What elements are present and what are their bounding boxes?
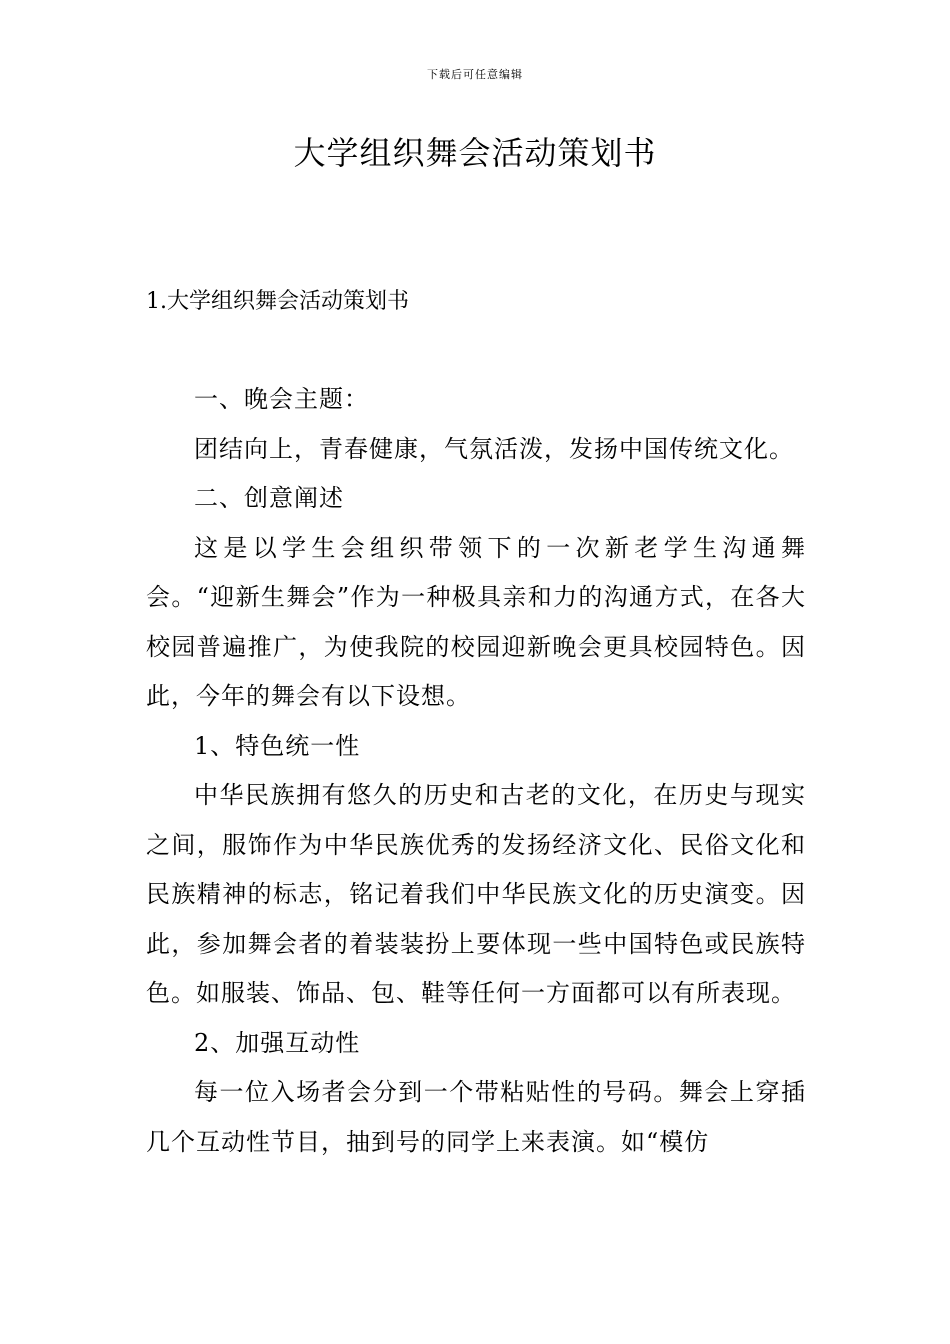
- document-body: [146, 375, 806, 1167]
- paragraph-interaction: 每一位入场者会分到一个带粘贴性的号码。舞会上穿插几个互动性节目，抽到号的同学上来表演。如“模仿: [146, 1078, 806, 1156]
- heading-creative: 二、创意阐述: [194, 484, 344, 512]
- heading-interaction: 2、加强互动性: [194, 1028, 361, 1057]
- heading-theme: 一、晚会主题：: [194, 385, 369, 413]
- paragraph-feature-unity: 中华民族拥有悠久的历史和古老的文化，在历史与现实之间，服饰作为中华民族优秀的发扬经济文化、民俗文化和民族精神的标志，铭记着我们中华民族文化的历史演变。因此，参加舞会者的着装装扮上要体现一些中国特色或民族特色。如服装、饰品、包、鞋等任何一方面都可以有所表现。: [146, 781, 806, 1007]
- section-title: 1.大学组织舞会活动策划书: [146, 289, 409, 314]
- paragraph-theme: 团结向上，青春健康，气氛活泼，发扬中国传统文化。: [194, 434, 794, 463]
- header-note: 下载后可任意编辑: [427, 68, 523, 81]
- heading-feature-unity: 1、特色统一性: [194, 731, 361, 760]
- document-title: 大学组织舞会活动策划书: [293, 134, 657, 172]
- paragraph-creative: 这是以学生会组织带领下的一次新老学生沟通舞会。“迎新生舞会”作为一种极具亲和力的沟通方式，在各大校园普遍推广，为使我院的校园迎新晚会更具校园特色。因此，今年的舞会有以下设想。: [146, 533, 806, 710]
